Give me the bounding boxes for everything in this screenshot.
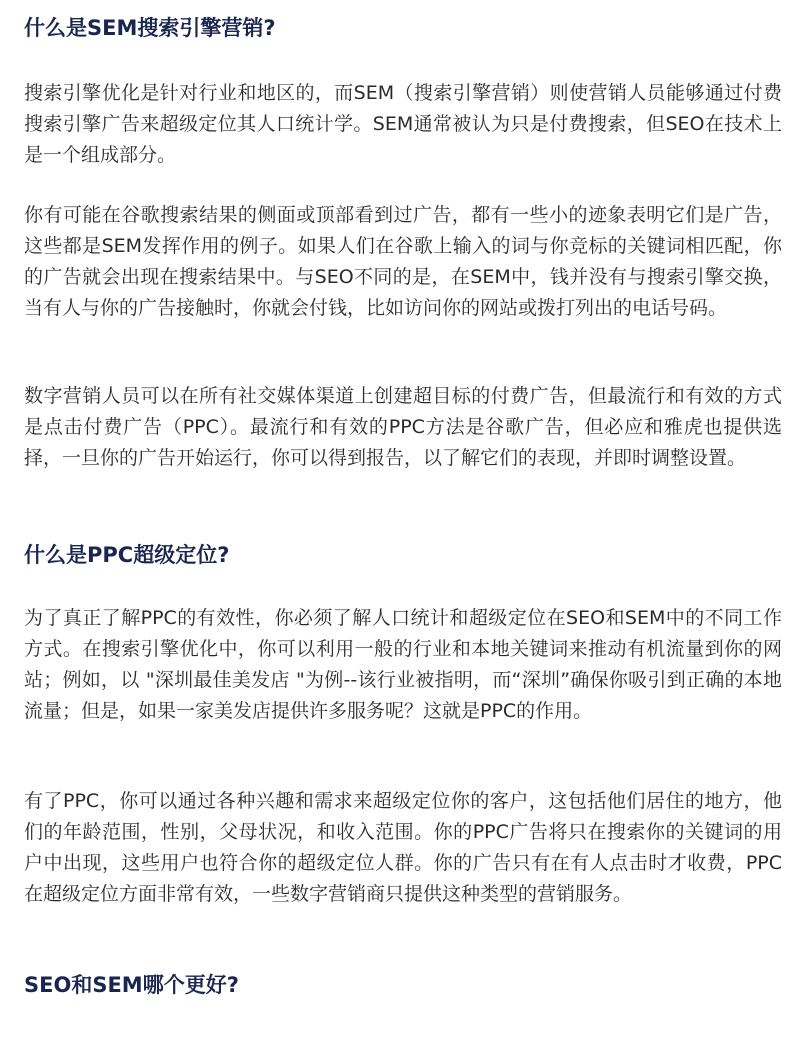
paragraph-ppc-effectiveness: 为了真正了解PPC的有效性，你必须了解人口统计和超级定位在SEO和SEM中的不同工作方式。在搜索引擎优化中，你可以利用一般的行业和本地关键词来推动有机流量到你的网站；例如，以 "深圳最佳美发店 "为例--该行业被指明，而“深圳”确保你吸引到正确的本地流量；但是，如果一家美发店提供许多服务呢？这就是PPC的作用。 bbox=[24, 607, 782, 722]
paragraph-sem-ads: 你有可能在谷歌搜索结果的侧面或顶部看到过广告，都有一些小的迹象表明它们是广告，这些都是SEM发挥作用的例子。如果人们在谷歌上输入的词与你竞标的关键词相匹配，你的广告就会出现在搜索结果中。与SEO不同的是，在SEM中，钱并没有与搜索引擎交换，当有人与你的广告接触时，你就会付钱，比如访问你的网站或拨打列出的电话号码。 bbox=[24, 204, 782, 319]
heading-seo-vs-sem: SEO和SEM哪个更好? bbox=[24, 973, 239, 997]
paragraph-ppc-targeting: 有了PPC，你可以通过各种兴趣和需求来超级定位你的客户，这包括他们居住的地方，他们的年龄范围，性别，父母状况，和收入范围。你的PPC广告将只在搜索你的关键词的用户中出现，这些用户也符合你的超级定位人群。你的广告只有在有人点击时才收费，PPC在超级定位方面非常有效，一些数字营销商只提供这种类型的营销服务。 bbox=[24, 790, 782, 905]
paragraph-ppc-channels: 数字营销人员可以在所有社交媒体渠道上创建超目标的付费广告，但最流行和有效的方式是点击付费广告（PPC）。最流行和有效的PPC方法是谷歌广告，但必应和雅虎也提供选择，一旦你的广告开始运行，你可以得到报告，以了解它们的表现，并即时调整设置。 bbox=[24, 385, 782, 469]
heading-what-is-ppc: 什么是PPC超级定位? bbox=[24, 543, 230, 567]
heading-what-is-sem: 什么是SEM搜索引擎营销? bbox=[24, 16, 276, 40]
paragraph-sem-intro: 搜索引擎优化是针对行业和地区的，而SEM（搜索引擎营销）则使营销人员能够通过付费搜索引擎广告来超级定位其人口统计学。SEM通常被认为只是付费搜索，但SEO在技术上是一个组成部分。 bbox=[24, 82, 782, 166]
